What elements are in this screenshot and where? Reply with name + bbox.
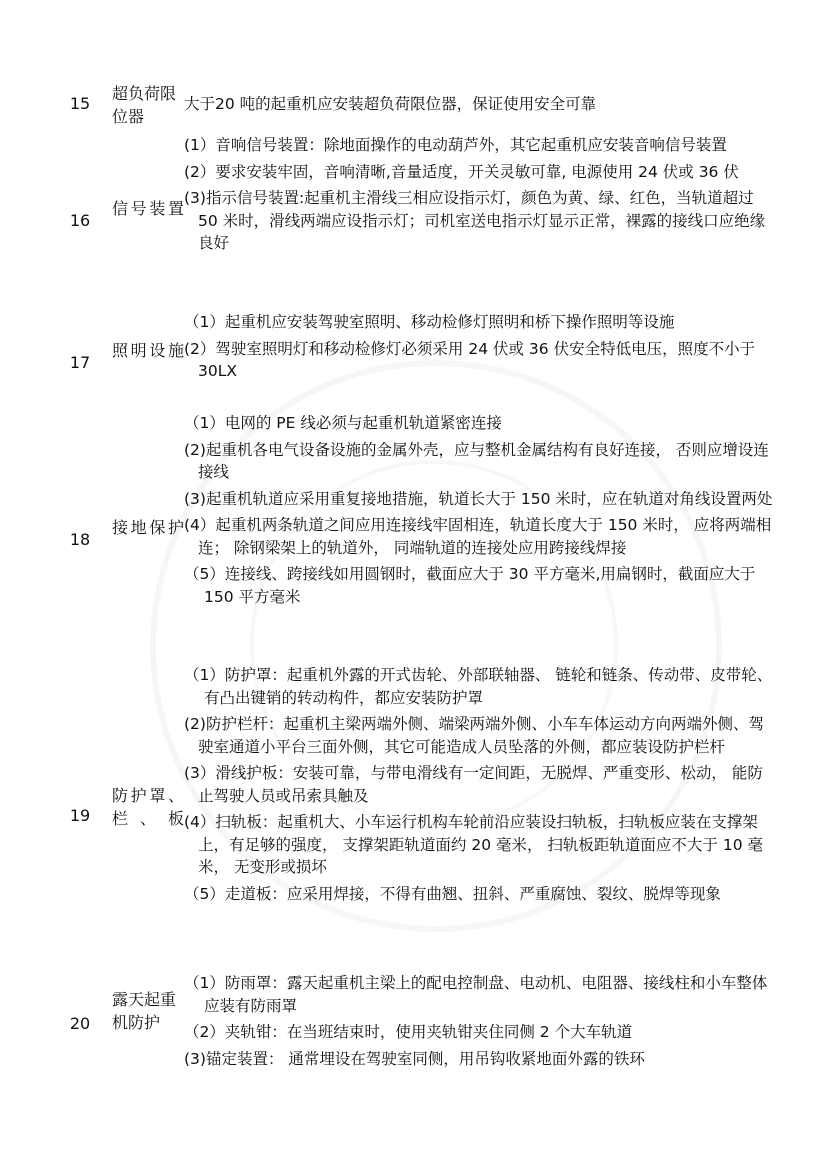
row-number: 18 [69, 530, 91, 549]
requirement-text: （1）起重机应安装驾驶室照明、移动检修灯照明和桥下操作照明等设施 [184, 313, 675, 331]
row-number: 19 [69, 806, 91, 825]
requirement-text: (4）扫轨板：起重机大、小车运行机构车轮前沿应装设扫轨板，扫轨板应装在支撑架上，有足够的强度， 支撑架距轨道面约 20 毫米， 扫轨板距轨道面应不大于 10 毫米， 无变形或损坏 [184, 813, 764, 876]
item-content [184, 972, 774, 1074]
item-name: 超负荷限位器 [112, 84, 177, 126]
row-number: 15 [69, 94, 91, 113]
requirement-text: （5）连接线、跨接线如用圆钢时，截面应大于 30 平方毫米,用扁钢时，截面应大于 150 平方毫米 [184, 565, 756, 606]
row-number: 20 [69, 1014, 91, 1033]
requirement-text: (2）驾驶室照明灯和移动检修灯必须采用 24 伏或 36 伏安全特低电压，照度不小于 30LX [184, 339, 756, 380]
item-name: 防护罩、栏、板 [112, 786, 184, 828]
requirement-text: 大于20 吨的起重机应安装超负荷限位器，保证使用安全可靠 [184, 95, 597, 113]
item-name: 接地保护 [112, 518, 184, 537]
requirement-text: (2)防护栏杆：起重机主梁两端外侧、端梁两端外侧、小车车体运动方向两端外侧、驾驶室通道小平台三面外侧，其它可能造成人员坠落的外侧，都应装设防护栏杆 [184, 715, 764, 756]
item-content [184, 134, 774, 259]
requirement-text: （1）电网的 PE 线必须与起重机轨道紧密连接 [184, 414, 502, 432]
requirement-text: (3）滑线护板：安装可靠，与带电滑线有一定间距，无脱焊、严重变形、松动， 能防止驾驶人员或吊索具触及 [184, 764, 763, 805]
requirement-text: (3)指示信号装置:起重机主滑线三相应设指示灯，颜色为黄、绿、红色，当轨道超过 50 米时，滑线两端应设指示灯；司机室送电指示灯显示正常，裸露的接线口应绝缘良好 [184, 189, 766, 252]
requirement-text: (3)起重机轨道应采用重复接地措施，轨道长大于 150 米时，应在轨道对角线设置两处 [184, 489, 773, 508]
item-content [184, 93, 774, 120]
item-name: 露天起重机防护 [112, 990, 177, 1032]
requirement-text: （1）防护罩：起重机外露的开式齿轮、外部联轴器、 链轮和链条、传动带、皮带轮、有凸出键销的转动构件，都应安装防护罩 [184, 666, 773, 707]
requirement-text: （1）防雨罩：露天起重机主梁上的配电控制盘、电动机、电阻器、接线柱和小车整体应装有防雨罩 [184, 974, 768, 1015]
requirement-text: (2)起重机各电气设备设施的金属外壳，应与整机金属结构有良好连接， 否则应增设连接线 [184, 440, 769, 481]
item-content [184, 311, 774, 387]
row-number: 16 [69, 211, 91, 230]
requirement-text: (2）要求安装牢固，音响清晰,音量适度，开关灵敏可靠, 电源使用 24 伏或 36 伏 [184, 162, 739, 181]
item-name: 信号装置 [112, 199, 184, 218]
requirement-text: （5）走道板：应采用焊接，不得有曲翘、扭斜、严重腐蚀、裂纹、脱焊等现象 [184, 884, 721, 903]
item-name: 照明设施 [112, 341, 184, 360]
item-content [184, 664, 774, 909]
requirement-text: （2）夹轨钳：在当班结束时，使用夹轨钳夹住同侧 2 个大车轨道 [184, 1023, 633, 1041]
item-content [184, 412, 774, 612]
requirement-text: (1）音响信号装置：除地面操作的电动葫芦外，其它起重机应安装音响信号装置 [184, 136, 727, 154]
requirement-text: (4）起重机两条轨道之间应用连接线牢固相连，轨道长度大于 150 米时， 应将两端相连； 除钢梁架上的轨道外， 同端轨道的连接处应用跨接线焊接 [184, 516, 772, 557]
requirement-text: (3)锚定装置： 通常埋设在驾驶室同侧，用吊钩收紧地面外露的铁环 [184, 1049, 645, 1068]
row-number: 17 [69, 353, 91, 372]
